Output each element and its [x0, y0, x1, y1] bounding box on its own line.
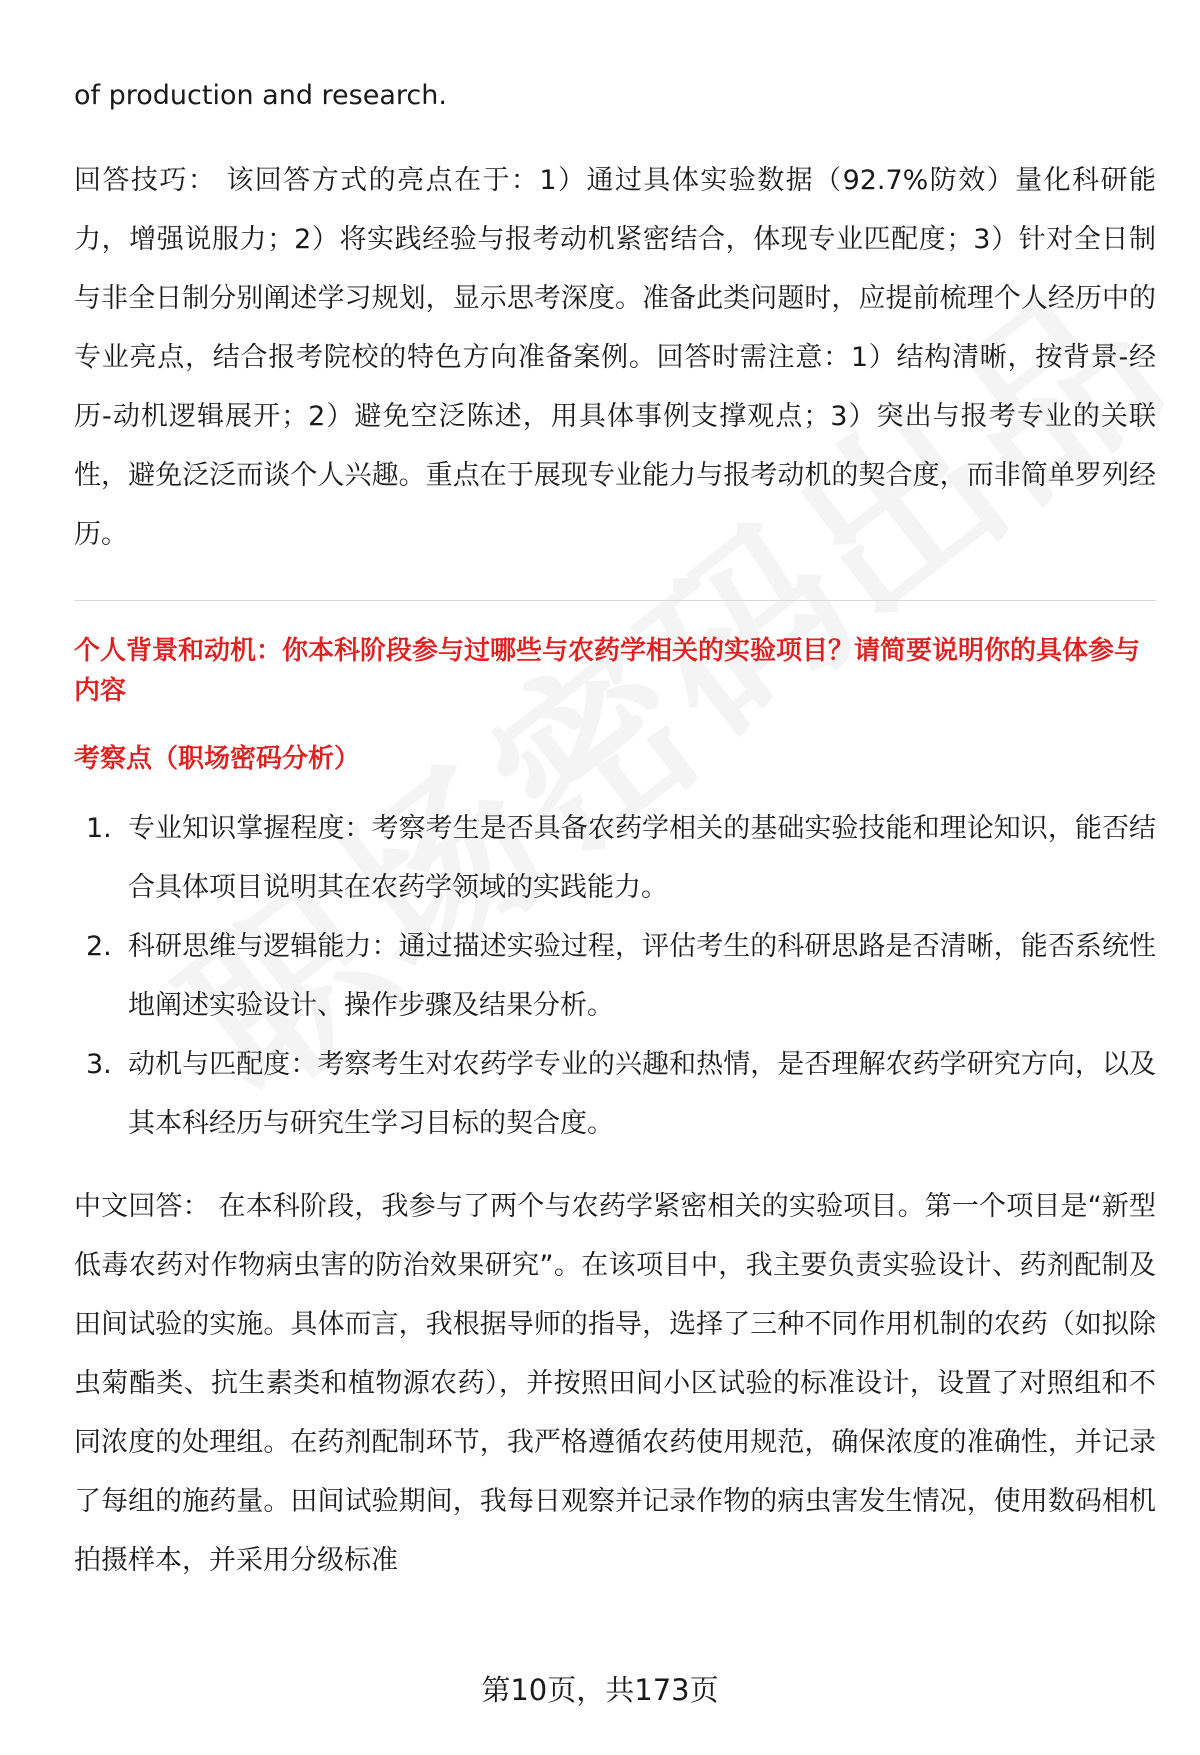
page-content	[74, 66, 1156, 1590]
list-item-text: 科研思维与逻辑能力：通过描述实验过程，评估考生的科研思路是否清晰，能否系统性地阐述实验设计、操作步骤及结果分析。	[128, 931, 1156, 1021]
list-item	[74, 917, 1156, 1035]
focus-points-list	[74, 799, 1156, 1153]
answer-tips-label: 回答技巧：	[74, 165, 217, 196]
answer-tips-text: 该回答方式的亮点在于：1）通过具体实验数据（92.7%防效）量化科研能力，增强说服力；2）将实践经验与报考动机紧密结合，体现专业匹配度；3）针对全日制与非全日制分别阐述学习规划，显示思考深度。准备此类问题时，应提前梳理个人经历中的专业亮点，结合报考院校的特色方向准备案例。回答时需注意：1）结构清晰，按背景-经历-动机逻辑展开；2）避免空泛陈述，用具体事例支撑观点；3）突出与报考专业的关联性，避免泛泛而谈个人兴趣。重点在于展现专业能力与报考动机的契合度，而非简单罗列经历。	[74, 165, 1156, 550]
section-divider	[74, 600, 1156, 601]
list-item-text: 动机与匹配度：考察考生对农药学专业的兴趣和热情，是否理解农药学研究方向，以及其本科经历与研究生学习目标的契合度。	[128, 1049, 1156, 1139]
answer-tips-paragraph	[74, 151, 1156, 564]
list-number: 3.	[86, 1049, 112, 1080]
page-number-footer: 第10页，共173页	[481, 1673, 719, 1707]
focus-heading: 考察点（职场密码分析）	[74, 744, 361, 774]
list-number: 2.	[86, 931, 112, 962]
chinese-answer-paragraph	[74, 1177, 1156, 1590]
list-item	[74, 1035, 1156, 1153]
list-item-text: 专业知识掌握程度：考察考生是否具备农药学相关的基础实验技能和理论知识，能否结合具体项目说明其在农药学领域的实践能力。	[128, 813, 1156, 903]
chinese-answer-text: 在本科阶段，我参与了两个与农药学紧密相关的实验项目。第一个项目是“新型低毒农药对作物病虫害的防治效果研究”。在该项目中，我主要负责实验设计、药剂配制及田间试验的实施。具体而言，我根据导师的指导，选择了三种不同作用机制的农药（如拟除虫菊酯类、抗生素类和植物源农药），并按照田间小区试验的标准设计，设置了对照组和不同浓度的处理组。在药剂配制环节，我严格遵循农药使用规范，确保浓度的准确性，并记录了每组的施药量。田间试验期间，我每日观察并记录作物的病虫害发生情况，使用数码相机拍摄样本，并采用分级标准	[74, 1191, 1157, 1576]
list-number: 1.	[86, 813, 112, 844]
chinese-answer-label: 中文回答：	[74, 1191, 210, 1222]
intro-text: of production and research.	[74, 80, 447, 111]
question-heading: 个人背景和动机：你本科阶段参与过哪些与农药学相关的实验项目？请简要说明你的具体参与内容	[74, 636, 1141, 706]
list-item	[74, 799, 1156, 917]
